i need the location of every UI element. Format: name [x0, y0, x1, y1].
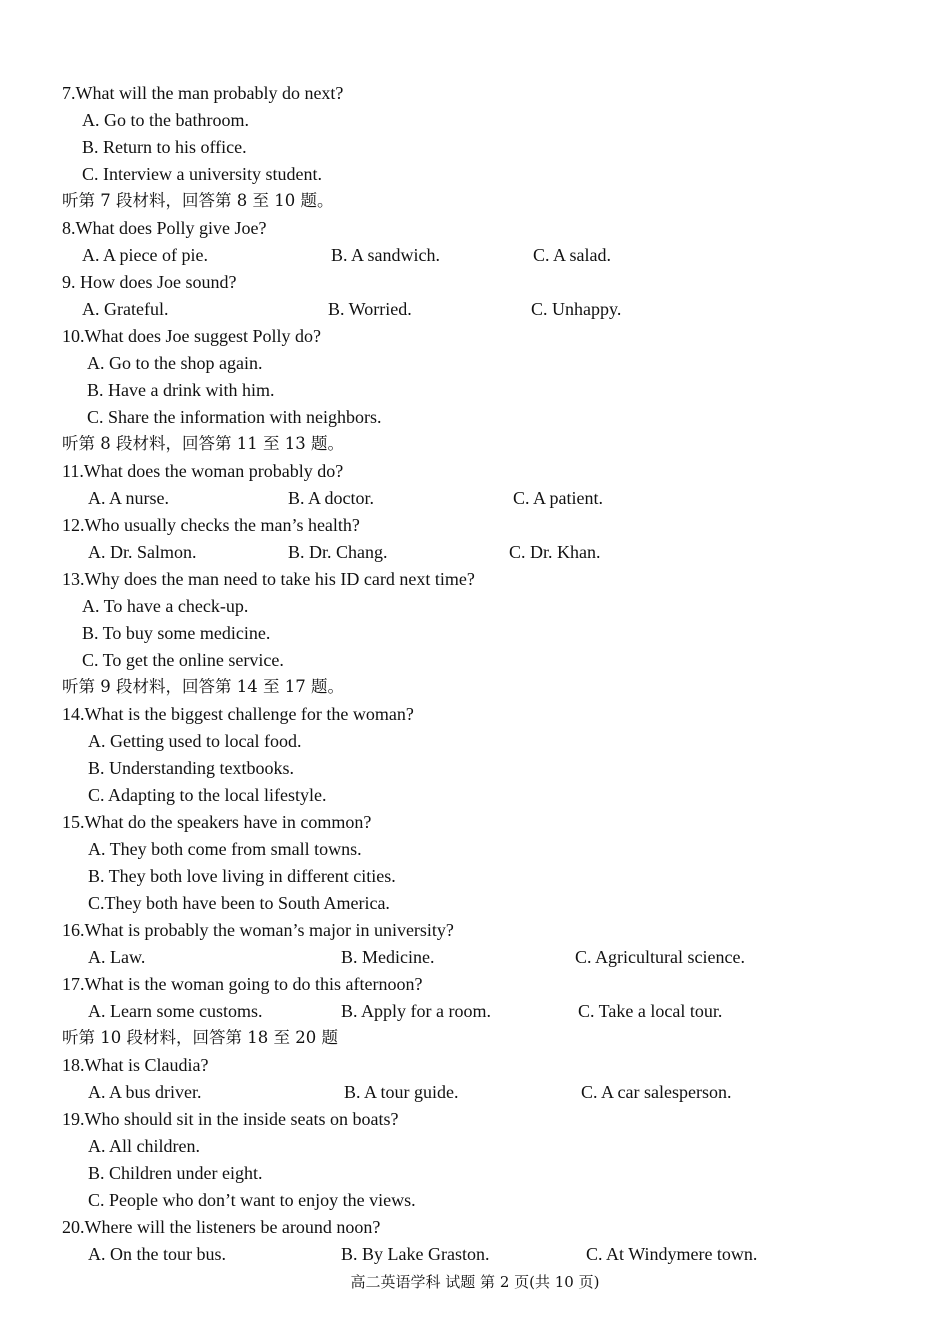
option-12b: B. Dr. Chang.	[288, 542, 388, 562]
option-20c: C. At Windymere town.	[586, 1244, 758, 1264]
question-12: 12.Who usually checks the man’s health?	[62, 515, 360, 535]
option-19c: C. People who don’t want to enjoy the views.	[88, 1190, 416, 1210]
question-14: 14.What is the biggest challenge for the woman?	[62, 704, 414, 724]
option-16c: C. Agricultural science.	[575, 947, 745, 967]
option-9b: B. Worried.	[328, 299, 412, 319]
option-12c: C. Dr. Khan.	[509, 542, 601, 562]
option-20b: B. By Lake Graston.	[341, 1244, 490, 1264]
option-15c: C.They both have been to South America.	[88, 893, 390, 913]
section-heading-7: 听第 7 段材料，回答第 8 至 10 题。	[62, 191, 334, 210]
option-13a: A. To have a check-up.	[82, 596, 249, 616]
question-8: 8.What does Polly give Joe?	[62, 218, 267, 238]
option-10c: C. Share the information with neighbors.	[87, 407, 382, 427]
option-14b: B. Understanding textbooks.	[88, 758, 294, 778]
section-heading-8: 听第 8 段材料，回答第 11 至 13 题。	[62, 434, 344, 453]
question-18: 18.What is Claudia?	[62, 1055, 209, 1075]
option-11b: B. A doctor.	[288, 488, 375, 508]
option-11a: A. A nurse.	[88, 488, 169, 508]
option-18a: A. A bus driver.	[88, 1082, 202, 1102]
question-7: 7.What will the man probably do next?	[62, 83, 344, 103]
option-7c: C. Interview a university student.	[82, 164, 322, 184]
option-14c: C. Adapting to the local lifestyle.	[88, 785, 327, 805]
question-16: 16.What is probably the woman’s major in university?	[62, 920, 454, 940]
option-10b: B. Have a drink with him.	[87, 380, 275, 400]
question-20: 20.Where will the listeners be around noon?	[62, 1217, 381, 1237]
option-18b: B. A tour guide.	[344, 1082, 459, 1102]
option-20a: A. On the tour bus.	[88, 1244, 226, 1264]
option-8a: A. A piece of pie.	[82, 245, 208, 265]
option-17c: C. Take a local tour.	[578, 1001, 723, 1021]
question-13: 13.Why does the man need to take his ID card next time?	[62, 569, 475, 589]
option-9c: C. Unhappy.	[531, 299, 622, 319]
option-14a: A. Getting used to local food.	[88, 731, 302, 751]
question-15: 15.What do the speakers have in common?	[62, 812, 372, 832]
page-footer: 高二英语学科 试题 第 2 页(共 10 页)	[350, 1273, 600, 1291]
section-heading-10: 听第 10 段材料，回答第 18 至 20 题	[62, 1028, 338, 1047]
question-9: 9. How does Joe sound?	[62, 272, 237, 292]
option-17b: B. Apply for a room.	[341, 1001, 491, 1021]
option-9a: A. Grateful.	[82, 299, 169, 319]
option-10a: A. Go to the shop again.	[87, 353, 263, 373]
option-7b: B. Return to his office.	[82, 137, 247, 157]
option-16b: B. Medicine.	[341, 947, 435, 967]
question-17: 17.What is the woman going to do this afternoon?	[62, 974, 423, 994]
option-18c: C. A car salesperson.	[581, 1082, 732, 1102]
option-11c: C. A patient.	[513, 488, 603, 508]
question-11: 11.What does the woman probably do?	[62, 461, 344, 481]
option-8b: B. A sandwich.	[331, 245, 441, 265]
option-7a: A. Go to the bathroom.	[82, 110, 249, 130]
question-19: 19.Who should sit in the inside seats on boats?	[62, 1109, 399, 1129]
option-19b: B. Children under eight.	[88, 1163, 263, 1183]
option-13b: B. To buy some medicine.	[82, 623, 271, 643]
option-8c: C. A salad.	[533, 245, 612, 265]
question-10: 10.What does Joe suggest Polly do?	[62, 326, 321, 346]
section-heading-9: 听第 9 段材料，回答第 14 至 17 题。	[62, 677, 344, 696]
option-16a: A. Law.	[88, 947, 146, 967]
option-13c: C. To get the online service.	[82, 650, 284, 670]
option-15b: B. They both love living in different cities.	[88, 866, 396, 886]
option-19a: A. All children.	[88, 1136, 200, 1156]
option-15a: A. They both come from small towns.	[88, 839, 362, 859]
option-12a: A. Dr. Salmon.	[88, 542, 197, 562]
option-17a: A. Learn some customs.	[88, 1001, 263, 1021]
